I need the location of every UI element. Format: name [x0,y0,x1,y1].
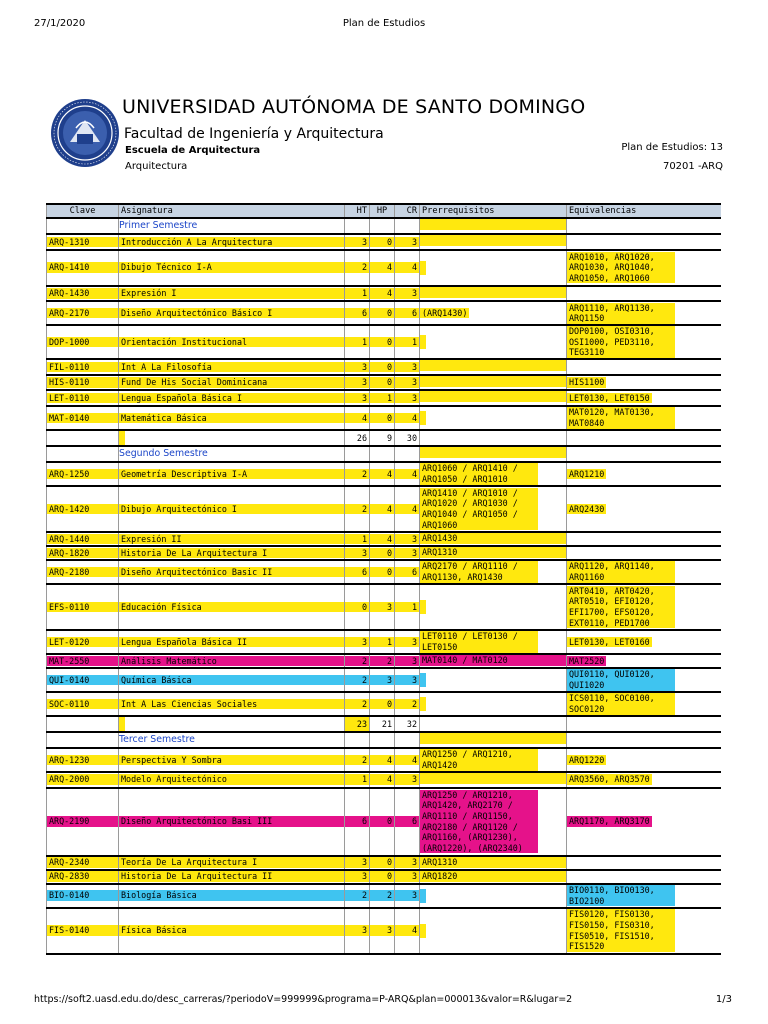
total-hp: 21 [370,716,395,732]
course-ht: 2 [345,469,369,480]
course-cr: 3 [395,377,419,388]
course-prerequisites: ARQ1820 [420,871,566,882]
semester-row [47,446,721,462]
print-date: 27/1/2020 [34,18,86,29]
course-hp: 0 [370,857,394,868]
course-code: MAT-0140 [47,413,118,424]
course-hp: 4 [370,755,394,766]
course-cr: 4 [395,413,419,424]
semester-row [47,732,721,748]
course-cr: 3 [395,871,419,882]
course-hp: 0 [370,362,394,373]
program-code: 70201 -ARQ [662,161,723,172]
course-equivalences: ARQ1220 [569,754,605,765]
course-row [47,654,721,668]
course-code: LET-0120 [47,637,118,648]
course-hp: 4 [370,262,394,273]
course-hp: 3 [370,925,394,936]
course-cr: 3 [395,548,419,559]
semester-total-row [47,430,721,446]
course-cr: 6 [395,308,419,319]
course-equivalences: BIO0110, BIO0130, BIO2100 [567,885,675,906]
print-url: https://soft2.uasd.edu.do/desc_carreras/?periodoV=999999&programa=P-ARQ&plan=000013&valor=R&lugar=2 [34,994,573,1005]
course-cr: 3 [395,857,419,868]
course-row [47,870,721,884]
course-name: Lengua Española Básica I [119,393,344,404]
column-header: Asignatura [119,204,345,218]
course-row [47,546,721,560]
course-prerequisites: ARQ1430 [420,533,566,544]
course-equivalences: ARQ1210 [569,468,605,479]
course-hp: 4 [370,288,394,299]
course-hp: 1 [370,637,394,648]
university-seal-icon [50,98,120,168]
course-equivalences: LET0130, LET0150 [569,392,650,403]
course-prerequisites [420,673,426,687]
course-equivalences: ARQ1170, ARQ3170 [569,816,650,827]
course-equivalences: QUI0110, QUI0120, QUI1020 [567,669,675,690]
course-hp: 0 [370,548,394,559]
course-name: Int A La Filosofía [119,362,344,373]
course-equivalences: MAT0120, MAT0130, MAT0840 [567,407,675,428]
course-name: Orientación Institucional [119,337,344,348]
course-code: ARQ-1410 [47,262,118,273]
course-ht: 3 [345,377,369,388]
course-ht: 0 [345,602,369,613]
course-equivalences: ARQ1010, ARQ1020, ARQ1030, ARQ1040, ARQ1050, ARQ1060 [567,252,675,284]
prerequisite-highlight [420,219,566,230]
course-code: ARQ-1310 [47,237,118,248]
course-prerequisites [420,287,566,298]
course-name: Física Básica [119,925,344,936]
course-equivalences: ARQ3560, ARQ3570 [569,774,650,785]
course-name: Química Básica [119,675,344,686]
course-hp: 4 [370,534,394,545]
course-row [47,856,721,870]
course-prerequisites [420,924,426,938]
total-ht: 26 [345,430,370,446]
column-header: CR [395,204,420,218]
course-code: ARQ-1250 [47,469,118,480]
course-hp: 0 [370,377,394,388]
course-code: ARQ-2340 [47,857,118,868]
course-cr: 3 [395,237,419,248]
course-name: Historia De La Arquitectura II [119,871,344,882]
course-cr: 4 [395,504,419,515]
course-name: Dibujo Arquitectónico I [119,504,344,515]
course-ht: 2 [345,755,369,766]
course-cr: 3 [395,288,419,299]
course-equivalences: FIS0120, FIS0130, FIS0150, FIS0310, FIS0510, FIS1510, FIS1520 [567,909,675,951]
course-code: ARQ-2170 [47,308,118,319]
course-code: HIS-0110 [47,377,118,388]
course-name: Biología Básica [119,890,344,901]
faculty-name: Facultad de Ingeniería y Arquitectura [124,126,384,142]
table-header-row [47,204,721,218]
course-hp: 4 [370,504,394,515]
course-prerequisites [420,600,426,614]
course-ht: 2 [345,699,369,710]
course-hp: 3 [370,602,394,613]
course-prerequisites: ARQ1250 / ARQ1210, ARQ1420, ARQ2170 / ARQ1110 / ARQ1150, ARQ2180 / ARQ1120 / ARQ1160, (ARQ1230), (ARQ1220), (ARQ2340) [420,790,538,854]
plan-label: Plan de Estudios: 13 [621,142,723,153]
course-name: Modelo Arquitectónico [119,774,344,785]
course-hp: 0 [370,337,394,348]
course-prerequisites: (ARQ1430) [422,307,468,318]
course-hp: 4 [370,774,394,785]
course-ht: 2 [345,504,369,515]
course-ht: 6 [345,308,369,319]
course-ht: 3 [345,871,369,882]
course-code: ARQ-2000 [47,774,118,785]
total-cr: 32 [395,716,420,732]
course-name: Diseño Arquitectónico Basic II [119,567,344,578]
course-ht: 3 [345,393,369,404]
course-hp: 1 [370,393,394,404]
course-ht: 2 [345,890,369,901]
course-cr: 3 [395,362,419,373]
course-prerequisites [420,391,566,402]
course-name: Lengua Española Básica II [119,637,344,648]
course-hp: 4 [370,469,394,480]
course-row [47,250,721,286]
course-code: DOP-1000 [47,337,118,348]
total-hp: 9 [370,430,395,446]
course-hp: 0 [370,237,394,248]
course-hp: 2 [370,656,394,667]
course-name: Introducción A La Arquitectura [119,237,344,248]
page-number: 1/3 [715,994,732,1005]
course-name: Perspectiva Y Sombra [119,755,344,766]
course-row [47,668,721,692]
course-cr: 6 [395,816,419,827]
course-prerequisites [420,335,426,349]
course-equivalences: LET0130, LET0160 [569,636,650,647]
course-ht: 1 [345,337,369,348]
course-hp: 0 [370,567,394,578]
course-prerequisites: MAT0140 / MAT0120 [420,655,566,666]
column-header: HT [345,204,370,218]
course-hp: 0 [370,699,394,710]
column-header: Prerrequisitos [420,204,567,218]
course-cr: 3 [395,774,419,785]
course-prerequisites: ARQ2170 / ARQ1110 / ARQ1130, ARQ1430 [420,561,538,582]
university-name: UNIVERSIDAD AUTÓNOMA DE SANTO DOMINGO [122,96,586,118]
curriculum-table [46,203,721,955]
column-header: HP [370,204,395,218]
course-prerequisites [420,235,566,246]
course-row [47,748,721,772]
course-name: Matemática Básica [119,413,344,424]
course-row [47,532,721,546]
semester-row [47,218,721,234]
course-ht: 3 [345,237,369,248]
total-cr: 30 [395,430,420,446]
course-name: Dibujo Técnico I-A [119,262,344,273]
course-name: Teoría De La Arquitectura I [119,857,344,868]
course-row [47,406,721,430]
course-code: EFS-0110 [47,602,118,613]
course-code: FIS-0140 [47,925,118,936]
course-cr: 4 [395,925,419,936]
course-prerequisites: ARQ1060 / ARQ1410 / ARQ1050 / ARQ1010 [420,463,538,484]
course-equivalences: ART0410, ART0420, ART0510, EFI0120, EFI1700, EFS0120, EXT0110, PED1700 [567,586,675,628]
course-prerequisites [420,261,426,275]
total-ht: 23 [345,716,370,732]
course-code: BIO-0140 [47,890,118,901]
prerequisite-highlight [420,447,566,458]
column-header: Equivalencias [567,204,721,218]
course-row [47,772,721,788]
course-row [47,325,721,359]
course-hp: 0 [370,816,394,827]
course-name: Fund De His Social Dominicana [119,377,344,388]
course-cr: 1 [395,337,419,348]
course-equivalences: MAT2520 [569,655,605,666]
course-row [47,375,721,391]
course-code: ARQ-1440 [47,534,118,545]
course-equivalences: ARQ1120, ARQ1140, ARQ1160 [567,561,675,582]
course-cr: 3 [395,656,419,667]
course-name: Expresión II [119,534,344,545]
course-ht: 2 [345,675,369,686]
semester-label: Primer Semestre [119,218,345,234]
course-ht: 3 [345,925,369,936]
course-ht: 3 [345,548,369,559]
course-ht: 3 [345,857,369,868]
course-cr: 2 [395,699,419,710]
course-hp: 0 [370,871,394,882]
total-marker [119,717,125,731]
course-hp: 0 [370,308,394,319]
course-prerequisites: ARQ1310 [420,857,566,868]
course-code: ARQ-1230 [47,755,118,766]
course-code: QUI-0140 [47,675,118,686]
course-prerequisites [420,697,426,711]
course-row [47,286,721,302]
course-prerequisites [420,360,566,371]
course-hp: 0 [370,413,394,424]
course-ht: 1 [345,534,369,545]
course-cr: 3 [395,675,419,686]
course-code: ARQ-1820 [47,548,118,559]
course-cr: 3 [395,393,419,404]
course-name: Historia De La Arquitectura I [119,548,344,559]
course-prerequisites [420,773,566,784]
course-name: Expresión I [119,288,344,299]
course-cr: 4 [395,262,419,273]
course-prerequisites: ARQ1410 / ARQ1010 / ARQ1020 / ARQ1030 / ARQ1040 / ARQ1050 / ARQ1060 [420,488,538,530]
course-name: Diseño Arquitectónico Básico I [119,308,344,319]
course-row [47,390,721,406]
course-code: ARQ-2190 [47,816,118,827]
course-ht: 6 [345,816,369,827]
course-row [47,584,721,630]
total-marker [119,431,125,445]
course-ht: 4 [345,413,369,424]
course-ht: 1 [345,288,369,299]
course-cr: 4 [395,469,419,480]
course-code: LET-0110 [47,393,118,404]
course-name: Análisis Matemático [119,656,344,667]
course-cr: 1 [395,602,419,613]
semester-label: Segundo Semestre [119,446,345,462]
course-code: SOC-0110 [47,699,118,710]
course-name: Educación Física [119,602,344,613]
course-ht: 1 [345,774,369,785]
course-hp: 3 [370,675,394,686]
print-title: Plan de Estudios [342,18,426,29]
course-ht: 6 [345,567,369,578]
course-prerequisites [420,411,426,425]
course-row [47,462,721,486]
course-prerequisites: ARQ1250 / ARQ1210, ARQ1420 [420,749,538,770]
course-row [47,908,721,954]
course-name: Diseño Arquitectónico Basi III [119,816,344,827]
course-prerequisites [420,889,426,903]
course-equivalences: ARQ1110, ARQ1130, ARQ1150 [567,303,675,324]
course-row [47,486,721,532]
course-row [47,301,721,325]
course-cr: 3 [395,637,419,648]
semester-label: Tercer Semestre [119,732,345,748]
course-ht: 2 [345,262,369,273]
course-prerequisites: ARQ1310 [420,547,566,558]
prerequisite-highlight [420,733,566,744]
course-prerequisites: LET0110 / LET0130 / LET0150 [420,631,538,652]
course-code: FIL-0110 [47,362,118,373]
course-hp: 2 [370,890,394,901]
course-equivalences: ARQ2430 [569,503,605,514]
course-name: Int A Las Ciencias Sociales [119,699,344,710]
semester-total-row [47,716,721,732]
course-prerequisites [420,376,566,387]
course-cr: 6 [395,567,419,578]
course-equivalences: HIS1100 [569,377,605,388]
column-header: Clave [47,204,119,218]
course-code: ARQ-2830 [47,871,118,882]
course-name: Geometría Descriptiva I-A [119,469,344,480]
course-row [47,234,721,250]
course-code: ARQ-1430 [47,288,118,299]
course-ht: 2 [345,656,369,667]
course-code: MAT-2550 [47,656,118,667]
course-ht: 3 [345,362,369,373]
course-cr: 3 [395,890,419,901]
course-equivalences: ICS0110, SOC0100, SOC0120 [567,693,675,714]
course-row [47,560,721,584]
course-row [47,884,721,908]
course-row [47,788,721,856]
course-code: ARQ-2180 [47,567,118,578]
course-cr: 3 [395,534,419,545]
school-name: Escuela de Arquitectura [125,145,261,156]
course-row [47,630,721,654]
course-cr: 4 [395,755,419,766]
course-code: ARQ-1420 [47,504,118,515]
course-equivalences: DOP0100, OSI0310, OSI1000, PED3110, TEG3110 [567,326,675,358]
course-row [47,692,721,716]
course-row [47,359,721,375]
career-name: Arquitectura [125,161,188,172]
course-ht: 3 [345,637,369,648]
